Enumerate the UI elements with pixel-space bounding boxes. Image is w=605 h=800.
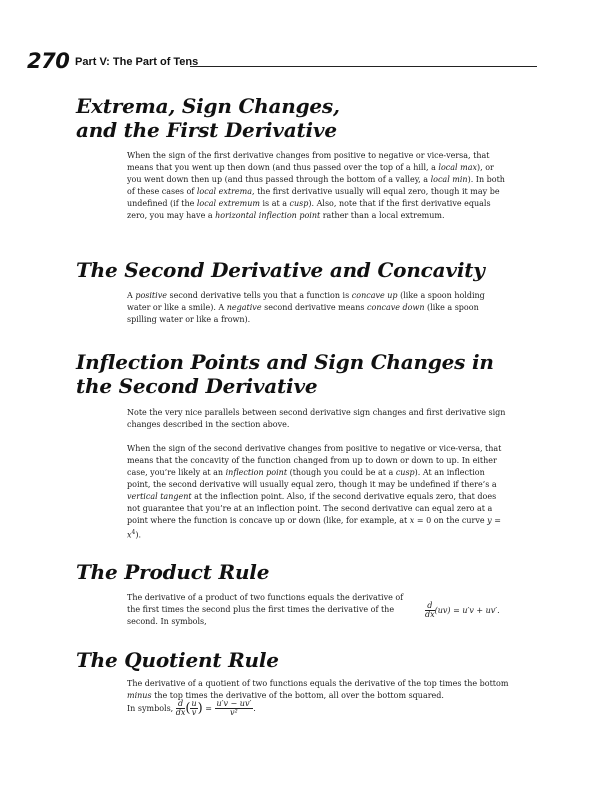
paragraph-inflection-intro: Note the very nice parallels between second derivative sign changes and first derivative sign changes described in the section above.	[127, 408, 506, 429]
quotient-rule-formula: In symbols, $\frac{d}{dx}$ ( $\frac{u}{v}$ ) = $\frac{u'v - uv'}{\text{v²}}$ .	[127, 699, 256, 717]
paragraph-quotient-rule: The derivative of a quotient of two functions equals the derivative of the top times the bottom minus the top times the derivative of the bottom, all over the bottom squared.	[127, 679, 509, 700]
page-number: 270	[27, 49, 70, 73]
paragraph-extrema: When the sign of the first derivative changes from positive to negative or vice-versa, that means that you went up then down (and thus passed over the top of a hill, a local max), or you went down then up (and thus passed through the bottom of a valley, a local min). In both of these cases of local extrema, the first derivative usually will equal zero, though it may be undefined (if the local extremum is at a cusp). Also, note that if the first derivative equals zero, you may have a horizontal inflection point rather than a local extremum.	[127, 151, 505, 220]
paragraph-inflection-detail: When the sign of the second derivative changes from positive to negative or vice-versa, that means that the concavity of the function changed from up to down or down to up. In either case, you’re likely at an inflection point (though you could be at a cusp). At an inflection point, the second derivative will usually equal zero, though it may be undefined if there’s a vertical tangent at the inflection point. Also, if the second derivative equals zero, that does not guarantee that you’re at an inflection point. The second derivative can equal zero at a point where the function is concave up or down (like, for example, at x = 0 on the curve $y = x^4$).	[127, 444, 502, 540]
paragraph-product-rule: The derivative of a product of two functions equals the derivative of the first times the second plus the first times the derivative of the second. In symbols,	[127, 593, 404, 626]
header-rule	[190, 66, 537, 67]
section-title-concavity: The Second Derivative and Concavity	[76, 258, 485, 282]
running-head: Part V: The Part of Tens	[75, 56, 199, 68]
product-rule-formula: $\frac{d}{dx}$ (uv) = u′v + uv′.	[425, 601, 500, 619]
paragraph-concavity: A positive second derivative tells you that a function is concave up (like a spoon holding water or like a smile). A negative second derivative means concave down (like a spoon spilling water or like a frown).	[127, 291, 485, 324]
section-title-inflection: Inflection Points and Sign Changes in the Second Derivative	[76, 350, 494, 398]
page-header	[27, 50, 537, 74]
section-title-quotient-rule: The Quotient Rule	[76, 648, 279, 672]
section-title-product-rule: The Product Rule	[76, 560, 270, 584]
section-title-extrema: Extrema, Sign Changes, and the First Derivative	[76, 94, 340, 142]
